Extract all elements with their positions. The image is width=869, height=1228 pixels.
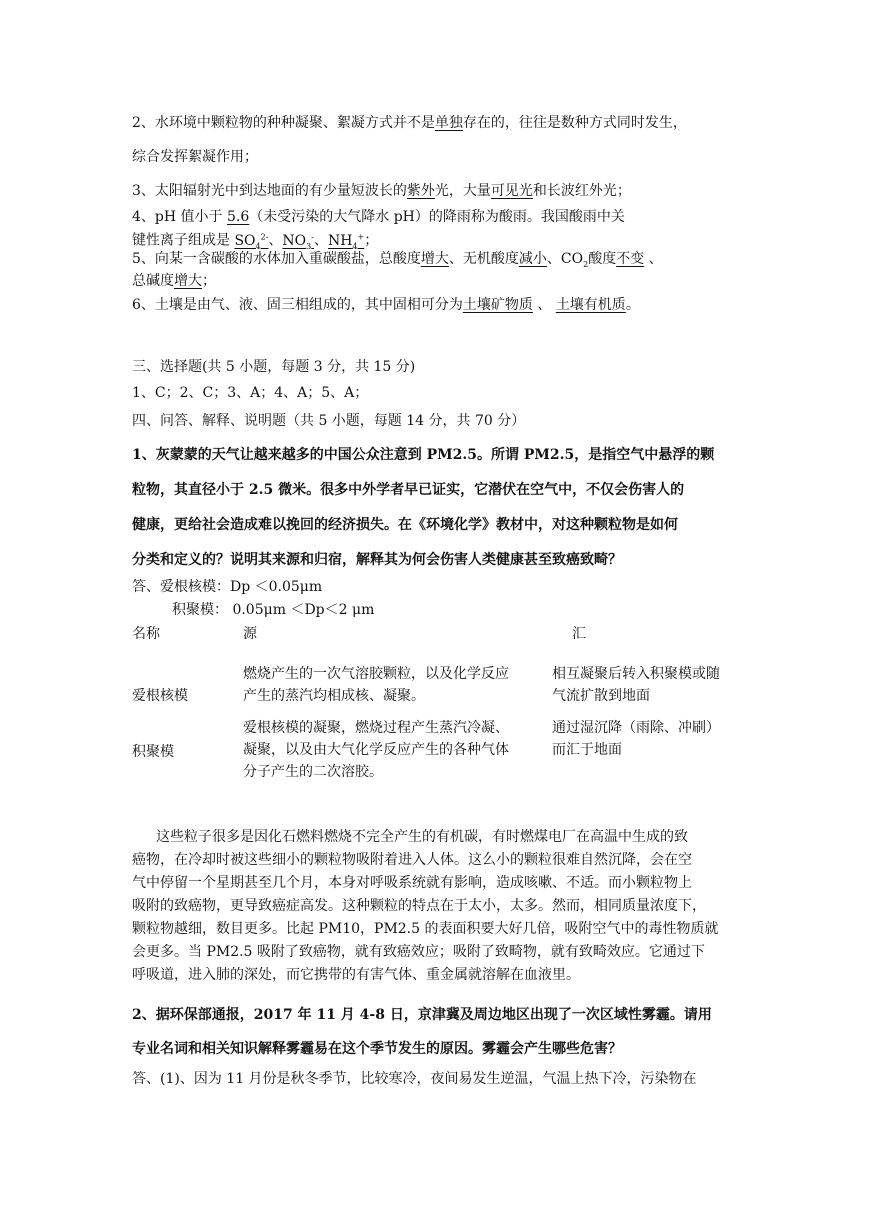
q3-text-a: 3、太阳辐射光中到达地面的有少量短波长的	[132, 183, 407, 199]
paragraph-line-6: 会更多。当 PM2.5 吸附了致癌物，就有致癌效应；吸附了致畸物，就有致畸效应。它通过下	[132, 944, 705, 960]
table-row-2-source-1: 爱根核模的凝聚，燃烧过程产生蒸汽冷凝、	[243, 720, 509, 736]
table-header-sink: 汇	[572, 626, 586, 642]
paragraph-line-4: 吸附的致癌物，更导致癌症高发。这种颗粒的特点在于太小，太多。然而，相同质量浓度下，	[132, 898, 706, 914]
q5-blank-1: 增大	[420, 251, 449, 267]
fill-q6-line	[132, 296, 640, 314]
table-header-name: 名称	[132, 626, 160, 642]
q5-text-e: 、	[648, 251, 663, 267]
table-header-source: 源	[243, 626, 257, 642]
fill-q3-line	[132, 182, 631, 200]
table-row-1-sink-2: 气流扩散到地面	[552, 688, 650, 704]
fill-q4-line1	[132, 208, 625, 226]
q6-end: 。	[625, 297, 640, 313]
paragraph-line-3: 气中停留一个星期甚至几个月，本身对呼吸系统就有影响，造成咳嗽、不适。而小颗粒物上	[132, 875, 692, 891]
q5-blank-4: 增大	[174, 273, 202, 289]
paragraph-line-2: 癌物，在冷却时被这些细小的颗粒物吸附着进入人体。这么小的颗粒很难自然沉降，会在空	[132, 852, 692, 868]
table-row-2-sink-2: 而汇于地面	[552, 742, 622, 758]
a2-line-1: 答、(1)、因为 11 月份是秋冬季节，比较寒冷，夜间易发生逆温，气温上热下冷，污染物在	[132, 1071, 697, 1087]
q2-text-b: 存在的，往往是数种方式同时发生，	[462, 115, 687, 131]
q4-text-c: 键性离子组成是	[132, 232, 230, 249]
q5-text-g: ；	[202, 273, 216, 289]
q5-text-f: 总碱度	[132, 273, 174, 289]
fill-q5-line2	[132, 272, 216, 290]
section3-title: 三、选择题(共 5 小题，每题 3 分，共 15 分)	[132, 359, 416, 375]
table-row-1-source-2: 产生的蒸汽均相成核、凝聚。	[243, 688, 425, 704]
q3-text-c: 和长波红外光；	[532, 183, 631, 199]
q4-blank: 5.6	[226, 209, 250, 225]
q6-blank-2: 土壤有机质	[555, 297, 626, 313]
fill-q2-line2: 综合发挥絮凝作用；	[132, 149, 258, 165]
table-row-1-sink-1: 相互凝聚后转入积聚模或随	[552, 666, 720, 682]
q3-blank-1: 紫外	[406, 183, 435, 199]
paragraph-line-5: 颗粒物越细，数目更多。比起 PM10，PM2.5 的表面积要大好几倍，吸附空气中的毒性物质就	[132, 921, 719, 937]
q4-text-b: （未受污染的大气降水 pH）的降雨称为酸雨。我国酸雨中关	[249, 209, 625, 225]
q3-blank-2: 可见光	[490, 183, 533, 199]
q4-ion-2: $NO_3^-$	[282, 232, 314, 251]
paragraph-line-7: 呼吸道，进入肺的深处，而它携带的有害气体、重金属就溶解在血液里。	[132, 967, 580, 983]
q4-ion-1: $SO_4^{2-}$	[234, 232, 269, 251]
fill-q5-line1	[132, 250, 663, 274]
q5-text-c: 、$CO_2$	[546, 251, 589, 269]
q5-blank-2: 减小	[518, 251, 547, 267]
q4-end: ；	[364, 232, 379, 249]
q5-text-d: 酸度	[588, 251, 617, 267]
q2-text-a: 2、水环境中颗粒物的种种凝聚、絮凝方式并不是	[132, 115, 435, 131]
q2-question-line-2: 专业名词和相关知识解释雾霾易在这个季节发生的原因。雾霾会产生哪些危害？	[132, 1041, 622, 1057]
q1-line-3: 健康，更给社会造成难以挽回的经济损失。在《环境化学》教材中，对这种颗粒物是如何	[132, 517, 678, 533]
fill-q2-line1	[132, 114, 687, 132]
q3-text-b: 光，大量	[434, 183, 491, 199]
table-row-1-source-1: 燃烧产生的一次气溶胶颗粒，以及化学反应	[243, 666, 509, 682]
section4-title: 四、问答、解释、说明题（共 5 小题，每题 14 分，共 70 分）	[132, 413, 526, 429]
table-row-2-sink-1: 通过湿沉降（雨除、冲刷）	[552, 720, 720, 736]
q1-line-1: 1、灰蒙蒙的天气让越来越多的中国公众注意到 PM2.5。所谓 PM2.5，是指空气中悬浮的颗	[132, 447, 715, 463]
q5-text-b: 、无机酸度	[448, 251, 519, 267]
q1-line-2: 粒物，其直径小于 2.5 微米。很多中外学者早已证实，它潜伏在空气中，不仅会伤害人的	[132, 482, 685, 498]
q2-blank: 单独	[434, 115, 463, 131]
table-row-2-name: 积聚模	[132, 744, 174, 760]
q4-ion-3: $NH_4^+$	[327, 232, 365, 251]
a1-line-2: 积聚模： 0.05μm ＜Dp＜2 μm	[172, 602, 375, 618]
q4-separator-2: 、	[313, 232, 328, 249]
paragraph-line-1: 这些粒子很多是因化石燃料燃烧不完全产生的有机碳，有时燃煤电厂在高温中生成的致	[156, 829, 688, 845]
table-row-2-source-2: 凝聚，以及由大气化学反应产生的各种气体	[243, 742, 509, 758]
q6-separator: 、	[537, 297, 552, 313]
q1-line-4: 分类和定义的？说明其来源和归宿，解释其为何会伤害人类健康甚至致癌致畸？	[132, 552, 622, 568]
a1-line-1: 答、爱根核模：Dp ＜0.05μm	[132, 579, 323, 595]
section3-answers: 1、C；2、C；3、A；4、A；5、A；	[132, 385, 369, 401]
q4-text-a: 4、pH 值小于	[132, 209, 223, 225]
q5-blank-3: 不变	[616, 251, 645, 267]
q2-question-line-1: 2、据环保部通报，2017 年 11 月 4-8 日，京津冀及周边地区出现了一次区域性雾霾。请用	[132, 1007, 712, 1023]
q5-text-a: 5、向某一含碳酸的水体加入重碳酸盐，总酸度	[132, 251, 421, 267]
q6-blank-1: 土壤矿物质	[462, 297, 533, 313]
q4-separator-1: 、	[268, 232, 283, 249]
table-row-2-source-3: 分子产生的二次溶胶。	[243, 764, 383, 780]
table-row-1-name: 爱根核模	[132, 688, 188, 704]
q6-text-a: 6、土壤是由气、液、固三相组成的，其中固相可分为	[132, 297, 463, 313]
